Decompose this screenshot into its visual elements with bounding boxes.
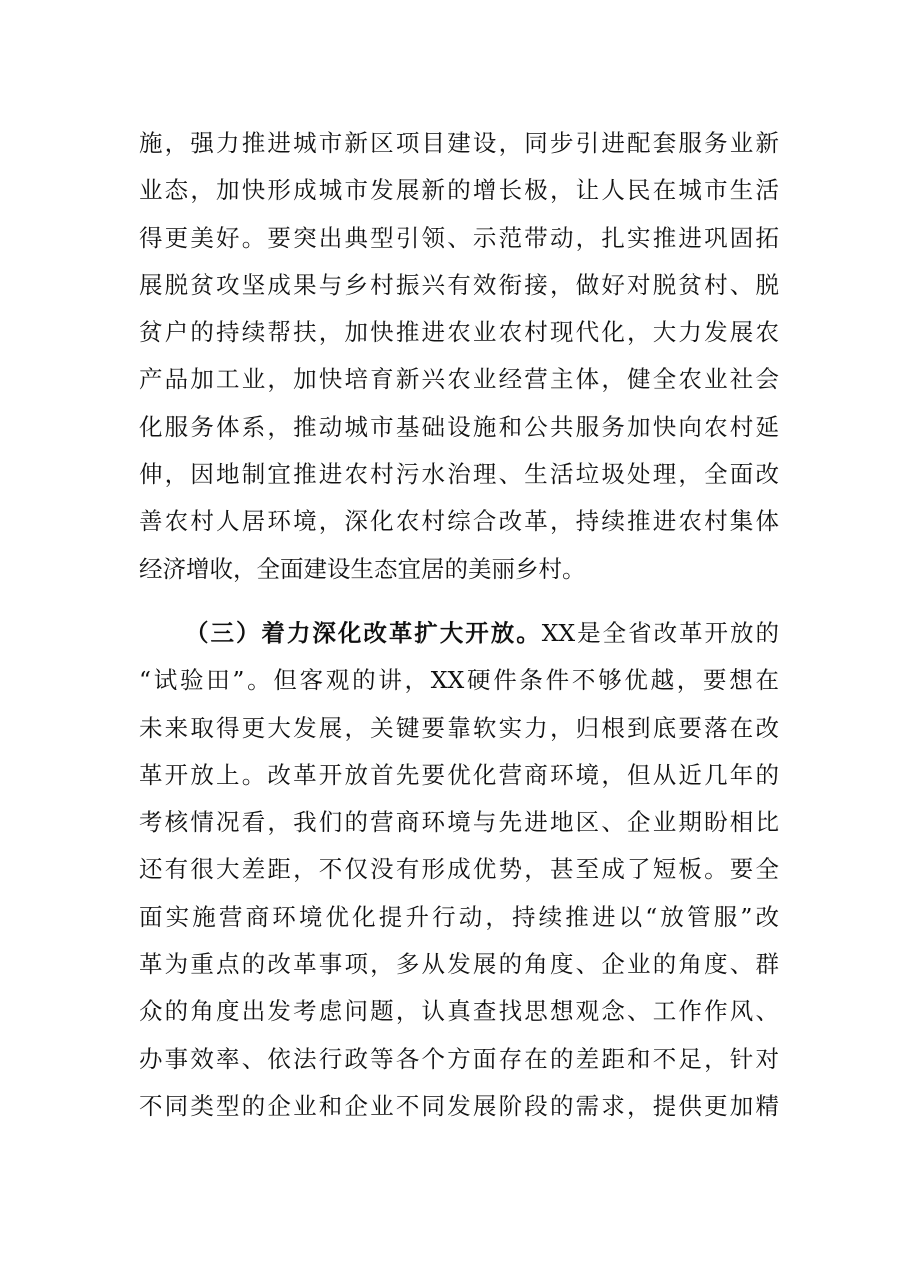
- text-line: 面实施营商环境优化提升行动，持续推进以“放管服”改: [139, 902, 779, 931]
- text-line: 革为重点的改革事项，多从发展的角度、企业的角度、群: [139, 950, 779, 979]
- section-heading: （三）着力深化改革扩大开放。: [185, 619, 542, 647]
- text-line: 业态，加快形成城市发展新的增长极，让人民在城市生活: [139, 176, 779, 205]
- text-line: 施，强力推进城市新区项目建设，同步引进配套服务业新: [139, 129, 779, 157]
- text-line: 未来取得更大发展，关键要靠软实力，归根到底要落在改: [139, 713, 779, 742]
- paragraph-rural-revitalization: [139, 120, 779, 593]
- text-line: 众的角度出发考虑问题，认真查找思想观念、工作作风、: [139, 997, 779, 1026]
- heading-line-rest: XX是全省改革开放的: [541, 619, 779, 647]
- text-line: 伸，因地制宜推进农村污水治理、生活垃圾处理，全面改: [139, 460, 779, 489]
- text-line: 化服务体系，推动城市基础设施和公共服务加快向农村延: [139, 412, 779, 441]
- text-line: 贫户的持续帮扶，加快推进农业农村现代化，大力发展农: [139, 318, 779, 347]
- text-line: 不同类型的企业和企业不同发展阶段的需求，提供更加精: [139, 1091, 779, 1120]
- text-line: 产品加工业，加快培育新兴农业经营主体，健全农业社会: [139, 365, 779, 394]
- heading-line: [139, 610, 779, 657]
- text-line: “试验田”。但客观的讲，XX硬件条件不够优越，要想在: [139, 666, 779, 695]
- text-line: 善农村人居环境，深化农村综合改革，持续推进农村集体: [139, 507, 779, 536]
- text-line: 革开放上。改革开放首先要优化营商环境，但从近几年的: [139, 760, 779, 789]
- text-line: 办事效率、依法行政等各个方面存在的差距和不足，针对: [139, 1044, 779, 1073]
- paragraph-reform-opening: [139, 610, 779, 1130]
- text-line: 考核情况看，我们的营商环境与先进地区、企业期盼相比: [139, 808, 779, 837]
- text-line: 还有很大差距，不仅没有形成优势，甚至成了短板。要全: [139, 855, 779, 884]
- text-line: 得更美好。要突出典型引领、示范带动，扎实推进巩固拓: [139, 223, 779, 252]
- text-line: 经济增收，全面建设生态宜居的美丽乡村。: [139, 554, 586, 583]
- text-line: 展脱贫攻坚成果与乡村振兴有效衔接，做好对脱贫村、脱: [139, 270, 779, 299]
